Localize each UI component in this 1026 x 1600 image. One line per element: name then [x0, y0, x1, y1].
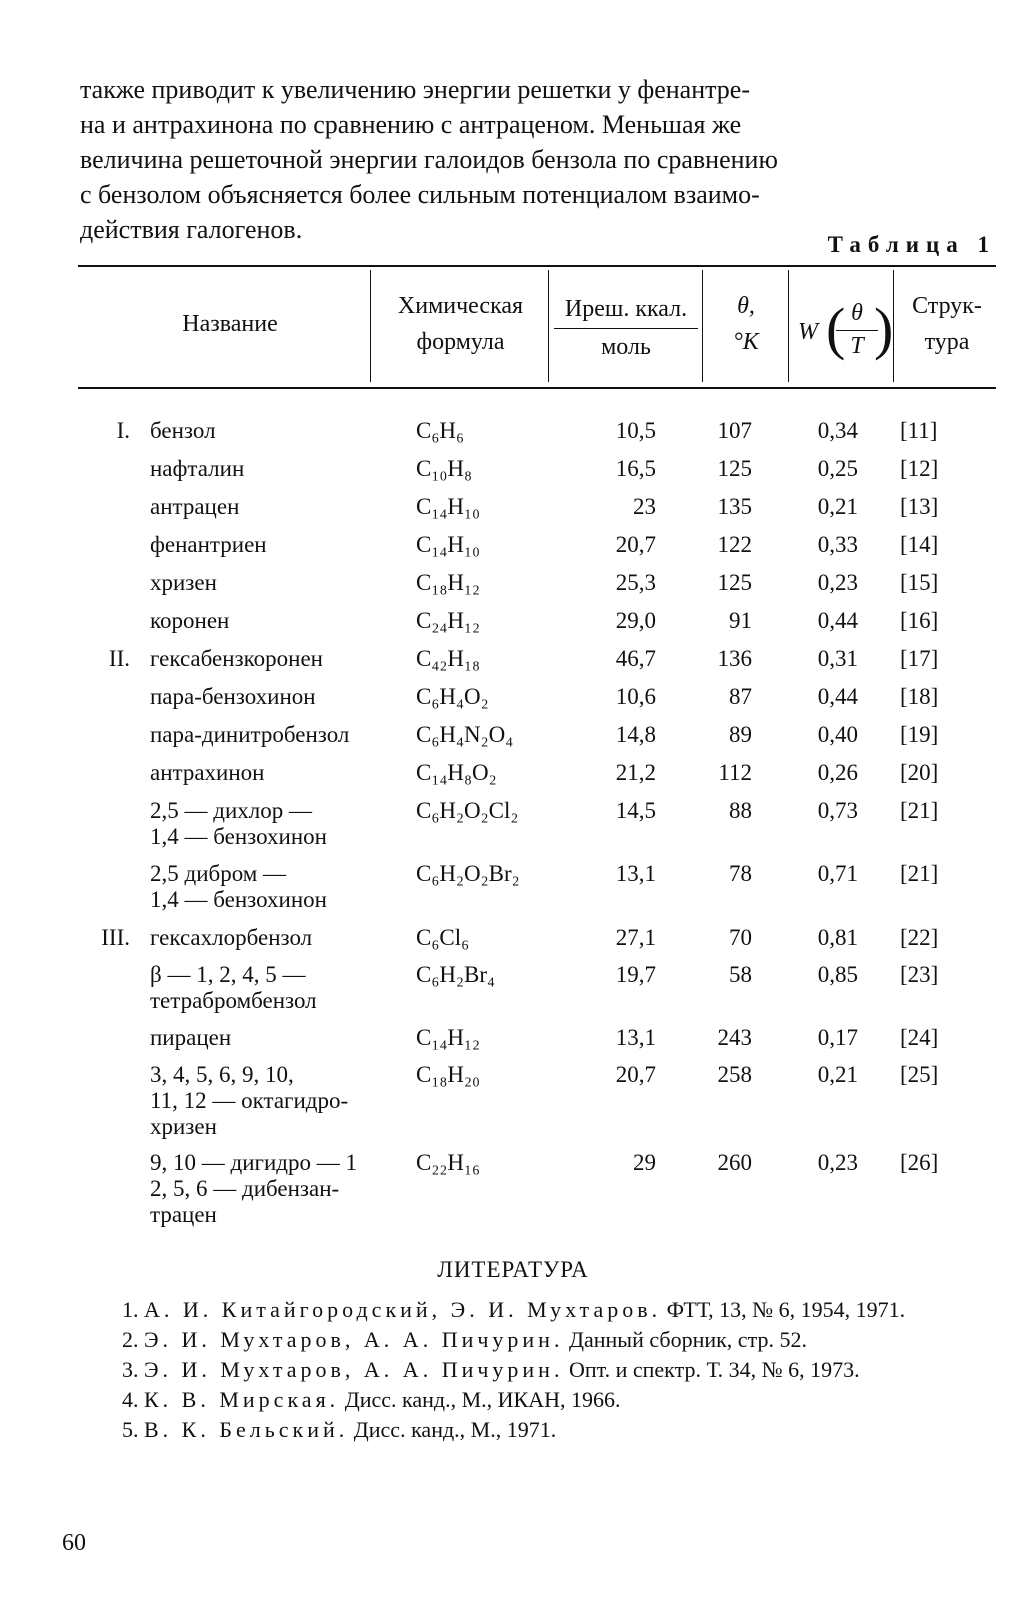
- reference-item: [72, 1355, 992, 1385]
- theta-value: 70: [729, 925, 752, 950]
- compound-name: 2,5 дибром — 1,4 — бензохинон: [150, 861, 327, 912]
- header-divider: [702, 270, 703, 382]
- fraction-num: θ: [851, 300, 863, 326]
- theta-value: 260: [717, 1150, 752, 1175]
- group-label: I.: [116, 418, 130, 443]
- compound-name: коронен: [150, 608, 230, 633]
- header-structure-line: тура: [924, 329, 970, 355]
- lattice-energy: 10,5: [615, 418, 656, 443]
- structure-ref: [21]: [900, 798, 939, 823]
- compound-name: 2,5 — дихлор — 1,4 — бензохинон: [150, 798, 327, 849]
- reference-item: [72, 1415, 992, 1445]
- w-value: 0,85: [817, 962, 858, 987]
- theta-value: 125: [717, 456, 752, 481]
- reference-authors: В. К. Бельский.: [144, 1417, 349, 1442]
- w-value: 0,81: [817, 925, 858, 950]
- table-top-rule: [78, 265, 996, 267]
- intro-line: с бензолом объясняется более сильным потенциалом взаимо-: [80, 180, 760, 209]
- reference-number: 3.: [122, 1357, 139, 1382]
- w-value: 0,25: [817, 456, 858, 481]
- reference-item: [72, 1385, 992, 1415]
- header-structure-line: Струк-: [912, 293, 982, 319]
- compound-name: хризен: [150, 570, 217, 595]
- header-theta: [708, 288, 784, 360]
- header-theta-line: °K: [733, 329, 759, 355]
- lattice-energy: 20,7: [615, 1062, 656, 1087]
- structure-ref: [19]: [900, 722, 939, 747]
- page-number: 60: [62, 1530, 86, 1556]
- chemical-formula: C₆H₂Br₄: [416, 962, 496, 987]
- structure-ref: [16]: [900, 608, 939, 633]
- w-value: 0,17: [817, 1025, 858, 1050]
- compound-name: пара-динитробензол: [150, 722, 350, 747]
- lattice-energy: 13,1: [615, 861, 656, 886]
- compound-name: бензол: [150, 418, 216, 443]
- header-divider: [788, 270, 789, 382]
- lattice-energy: 25,3: [615, 570, 656, 595]
- chemical-formula: C₆H₂O₂Br₂: [416, 861, 520, 886]
- structure-ref: [22]: [900, 925, 939, 950]
- theta-value: 107: [717, 418, 752, 443]
- intro-line: также приводит к увеличению энергии решетки у фенантре-: [80, 75, 750, 104]
- structure-ref: [14]: [900, 532, 939, 557]
- reference-source: ФТТ, 13, № 6, 1954, 1971.: [661, 1297, 906, 1322]
- header-formula: [378, 288, 543, 360]
- w-value: 0,23: [817, 1150, 858, 1175]
- structure-ref: [24]: [900, 1025, 939, 1050]
- structure-ref: [13]: [900, 494, 939, 519]
- reference-source: Опт. и спектр. Т. 34, № 6, 1973.: [563, 1357, 860, 1382]
- chemical-formula: C₆H₂O₂Cl₂: [416, 798, 519, 823]
- lattice-energy: 16,5: [615, 456, 656, 481]
- theta-value: 78: [729, 861, 752, 886]
- reference-number: 5.: [122, 1417, 139, 1442]
- lattice-energy: 29: [633, 1150, 656, 1175]
- lattice-energy: 21,2: [615, 760, 656, 785]
- header-theta-line: θ,: [737, 293, 755, 319]
- compound-name: антрацен: [150, 494, 240, 519]
- w-value: 0,31: [817, 646, 858, 671]
- structure-ref: [12]: [900, 456, 939, 481]
- reference-number: 1.: [122, 1297, 139, 1322]
- table-caption: Таблица 1: [827, 232, 996, 257]
- w-value: 0,44: [817, 608, 858, 633]
- header-formula-line: формула: [416, 329, 505, 355]
- w-value: 0,71: [817, 861, 858, 886]
- header-w-label: W: [798, 319, 818, 345]
- chemical-formula: C₁₀H₈: [416, 456, 473, 481]
- theta-value: 112: [718, 760, 752, 785]
- header-w-fraction: [842, 298, 872, 364]
- theta-value: 135: [717, 494, 752, 519]
- group-label: III.: [101, 925, 130, 950]
- chemical-formula: C₂₂H₁₆: [416, 1150, 481, 1175]
- compound-name: антрахинон: [150, 760, 265, 785]
- compound-name: нафталин: [150, 456, 245, 481]
- intro-line: на и антрахинона по сравнению с антраценом. Меньшая же: [80, 110, 742, 139]
- chemical-formula: C₁₄H₈O₂: [416, 760, 497, 785]
- theta-value: 258: [717, 1062, 752, 1087]
- header-structure: [898, 288, 996, 360]
- lattice-energy: 19,7: [615, 962, 656, 987]
- theta-value: 136: [717, 646, 752, 671]
- compound-name: пирацен: [150, 1025, 232, 1050]
- lattice-energy: 20,7: [615, 532, 656, 557]
- compound-name: фенантриен: [150, 532, 267, 557]
- reference-source: Данный сборник, стр. 52.: [563, 1327, 807, 1352]
- w-value: 0,40: [817, 722, 858, 747]
- lattice-energy: 10,6: [615, 684, 656, 709]
- reference-authors: Э. И. Мухтаров, А. А. Пичурин.: [144, 1327, 564, 1352]
- structure-ref: [17]: [900, 646, 939, 671]
- chemical-formula: C₆H₄O₂: [416, 684, 489, 709]
- chemical-formula: C₆H₆: [416, 418, 464, 443]
- structure-ref: [25]: [900, 1062, 939, 1087]
- theta-value: 89: [729, 722, 752, 747]
- header-formula-line: Химическая: [397, 293, 524, 319]
- lattice-energy: 14,8: [615, 722, 656, 747]
- w-value: 0,21: [817, 494, 858, 519]
- reference-authors: А. И. Китайгородский, Э. И. Мухтаров.: [144, 1297, 662, 1322]
- chemical-formula: C₂₄H₁₂: [416, 608, 481, 633]
- header-energy: [554, 290, 698, 365]
- reference-list: [72, 1295, 992, 1445]
- reference-item: [72, 1325, 992, 1355]
- lattice-energy: 23: [633, 494, 656, 519]
- w-value: 0,26: [817, 760, 858, 785]
- structure-ref: [15]: [900, 570, 939, 595]
- theta-value: 87: [729, 684, 752, 709]
- chemical-formula: C₁₈H₂₀: [416, 1062, 481, 1087]
- chemical-formula: C₁₄H₁₀: [416, 532, 481, 557]
- paren-right: ): [874, 296, 894, 361]
- header-divider: [548, 270, 549, 382]
- structure-ref: [23]: [900, 962, 939, 987]
- theta-value: 88: [729, 798, 752, 823]
- header-energy-num: Иреш. ккал.: [554, 290, 698, 329]
- theta-value: 91: [729, 608, 752, 633]
- intro-paragraph: [80, 72, 1000, 247]
- w-value: 0,34: [817, 418, 858, 443]
- structure-ref: [26]: [900, 1150, 939, 1175]
- w-value: 0,73: [817, 798, 858, 823]
- w-value: 0,44: [817, 684, 858, 709]
- lattice-energy: 13,1: [615, 1025, 656, 1050]
- chemical-formula: C₆H₄N₂O₄: [416, 722, 514, 747]
- chemical-formula: C₁₄H₁₀: [416, 494, 481, 519]
- chemical-formula: C₁₄H₁₂: [416, 1025, 481, 1050]
- paren-left: (: [826, 296, 846, 361]
- reference-authors: Э. И. Мухтаров, А. А. Пичурин.: [144, 1357, 564, 1382]
- structure-ref: [21]: [900, 861, 939, 886]
- theta-value: 125: [717, 570, 752, 595]
- lattice-energy: 14,5: [615, 798, 656, 823]
- lattice-energy: 46,7: [615, 646, 656, 671]
- structure-ref: [20]: [900, 760, 939, 785]
- w-value: 0,33: [817, 532, 858, 557]
- header-w: [796, 292, 894, 372]
- intro-line: действия галогенов.: [80, 215, 303, 244]
- literature-title: ЛИТЕРАТУРА: [437, 1257, 589, 1282]
- w-value: 0,21: [817, 1062, 858, 1087]
- intro-line: величина решеточной энергии галоидов бензола по сравнению: [80, 145, 778, 174]
- header-energy-den: моль: [601, 334, 651, 360]
- reference-authors: К. В. Мирская.: [144, 1387, 340, 1412]
- theta-value: 58: [729, 962, 752, 987]
- compound-name: 3, 4, 5, 6, 9, 10, 11, 12 — октагидро- хризен: [150, 1062, 349, 1139]
- structure-ref: [11]: [900, 418, 938, 443]
- chemical-formula: C₁₈H₁₂: [416, 570, 481, 595]
- compound-name: 9, 10 — дигидро — 1 2, 5, 6 — дибензан- трацен: [150, 1150, 357, 1227]
- header-divider: [370, 270, 371, 382]
- compound-name: гексахлорбензол: [150, 925, 313, 950]
- chemical-formula: C₆Cl₆: [416, 925, 470, 950]
- reference-source: Дисс. канд., М., ИКАН, 1966.: [339, 1387, 621, 1412]
- lattice-energy: 29,0: [615, 608, 656, 633]
- reference-item: [72, 1295, 992, 1325]
- group-label: II.: [108, 646, 130, 671]
- header-name: Название: [182, 311, 278, 337]
- fraction-bar: [836, 330, 878, 331]
- compound-name: β — 1, 2, 4, 5 — тетрабромбензол: [150, 962, 317, 1013]
- theta-value: 122: [717, 532, 752, 557]
- compound-name: пара-бензохинон: [150, 684, 316, 709]
- reference-number: 2.: [122, 1327, 139, 1352]
- w-value: 0,23: [817, 570, 858, 595]
- fraction-den: T: [850, 333, 864, 359]
- lattice-energy: 27,1: [615, 925, 656, 950]
- theta-value: 243: [717, 1025, 752, 1050]
- table-header-rule: [78, 387, 996, 389]
- reference-number: 4.: [122, 1387, 139, 1412]
- compound-name: гексабензкоронен: [150, 646, 323, 671]
- reference-source: Дисс. канд., М., 1971.: [348, 1417, 557, 1442]
- chemical-formula: C₄₂H₁₈: [416, 646, 481, 671]
- structure-ref: [18]: [900, 684, 939, 709]
